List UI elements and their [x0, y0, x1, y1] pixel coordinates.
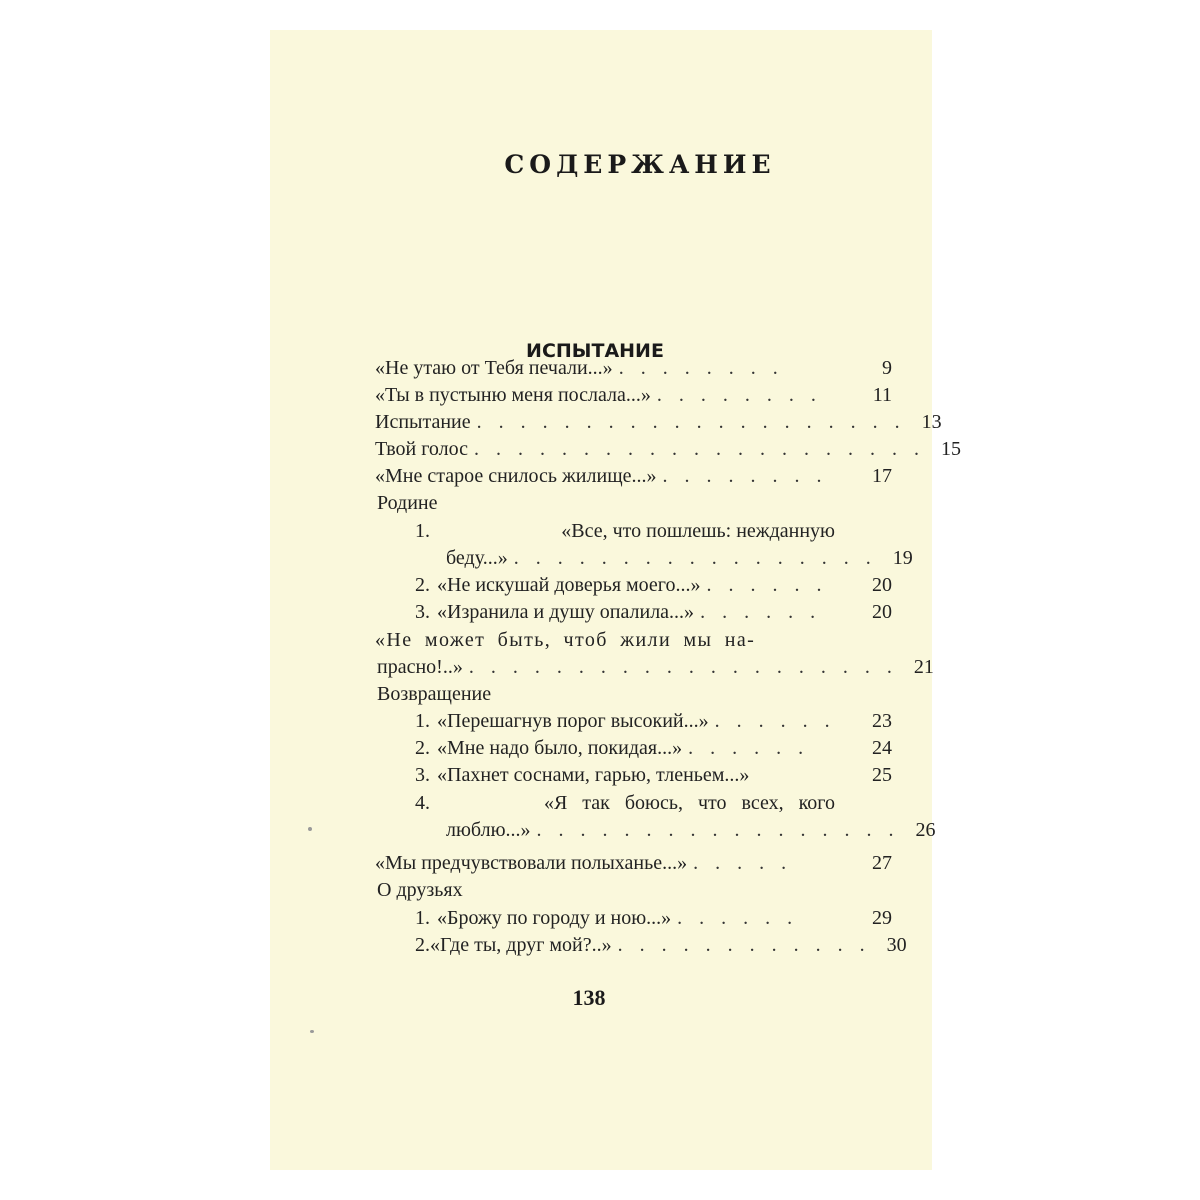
toc-entry-title: Возвращение	[377, 683, 492, 705]
leader-dots: . . . . . .	[688, 737, 810, 759]
toc-group-heading	[377, 683, 892, 710]
toc-entry-page: 25	[872, 764, 892, 786]
leader-dots: . . . . . . . . . . . . . . . . . . . .	[476, 411, 906, 433]
leader-dots: . . . . . .	[714, 710, 836, 732]
toc-entry-title: «Брожу по городу и ною...»	[437, 907, 672, 929]
toc-entry	[375, 852, 892, 879]
toc-entry-number: 2.	[415, 934, 430, 956]
scan-speck	[310, 1030, 314, 1033]
leader-dots: . . . . . . . . . . . . . . . . . . . . .	[474, 438, 926, 460]
toc-entry-page: 11	[872, 384, 892, 406]
toc-entry-page: 24	[872, 737, 892, 759]
toc-entry	[375, 438, 962, 465]
toc-entry-page: 27	[872, 852, 892, 874]
leader-dots: . . . . . . . .	[662, 465, 828, 487]
leader-dots: . . . . . . . . . . . . . . . . .	[513, 547, 877, 569]
toc-group-heading	[377, 492, 892, 519]
toc-entry-title: «Изранила и душу опалила...»	[437, 601, 695, 623]
toc-entry	[415, 764, 892, 791]
toc-entry-page: 26	[915, 819, 936, 841]
toc-entry-title: «Ты в пустыню меня послала...»	[375, 384, 651, 406]
section-title: ИСПЫТАНИЕ	[526, 340, 664, 362]
toc-entry	[377, 656, 934, 683]
toc-entry-title: «Все, что пошлешь: нежданную	[561, 520, 835, 542]
toc-entry-page: 13	[921, 411, 942, 433]
book-page	[270, 30, 962, 1170]
toc-entry-page: 17	[872, 465, 892, 487]
toc-entry-page: 29	[872, 907, 892, 929]
leader-dots: . . . . . . . .	[618, 357, 784, 379]
page-number: 138	[572, 985, 606, 1010]
toc-entry-number: 4.	[415, 792, 430, 814]
toc-entry-title: О друзьях	[377, 879, 463, 901]
toc-entry-title: «Не утаю от Тебя печали...»	[375, 357, 613, 379]
toc-entry-number: 2.	[415, 574, 430, 596]
toc-entry-title: «Мы предчувствовали полыханье...»	[375, 852, 688, 874]
toc-entry	[375, 465, 892, 492]
toc-entry-title: «Мне старое снилось жилище...»	[375, 465, 657, 487]
toc-entry-title: прасно!..»	[377, 656, 463, 678]
toc-entry	[415, 520, 835, 547]
toc-entry-number: 1.	[415, 907, 430, 929]
toc-entry	[415, 737, 892, 764]
toc-entry-title: Родине	[377, 492, 438, 514]
toc-entry-page: 30	[886, 934, 907, 956]
toc-entry-title: Испытание	[375, 411, 471, 433]
toc-entry-title: «Где ты, друг мой?..»	[430, 934, 612, 956]
toc-entry-number: 1.	[415, 520, 430, 542]
toc-entry	[415, 907, 892, 934]
toc-entry	[375, 411, 942, 438]
contents-heading: СОДЕРЖАНИЕ	[504, 150, 776, 179]
toc-entry-title: «Пахнет соснами, гарью, тленьем...»	[437, 764, 750, 786]
leader-dots: . . . . . . . .	[656, 384, 822, 406]
toc-entry-title: «Я так боюсь, что всех, кого	[543, 792, 835, 814]
toc-entry-page: 23	[872, 710, 892, 732]
toc-entry-number: 2.	[415, 737, 430, 759]
toc-entry	[415, 710, 892, 737]
toc-entry-title: Твой голос	[375, 438, 469, 460]
leader-dots: . . . . . .	[706, 574, 828, 596]
toc-entry-title: «Перешагнув порог высокий...»	[437, 710, 709, 732]
toc-entry	[375, 357, 892, 384]
leader-dots: . . . . . . . . . . . .	[617, 934, 871, 956]
toc-entry-number: 1.	[415, 710, 430, 732]
toc-entry	[375, 384, 892, 411]
leader-dots: . . . . . .	[677, 907, 799, 929]
toc-entry	[446, 547, 913, 574]
toc-entry	[415, 574, 892, 601]
toc-entry-number: 3.	[415, 601, 430, 623]
toc-entry	[446, 819, 936, 846]
leader-dots: . . . . . .	[700, 601, 822, 623]
toc-entry-title: люблю...»	[446, 819, 531, 841]
toc-entry	[415, 934, 907, 961]
toc-entry-page: 21	[913, 656, 934, 678]
scan-speck	[308, 827, 312, 831]
leader-dots: . . . . .	[693, 852, 793, 874]
toc-entry-page: 15	[941, 438, 962, 460]
toc-entry-title: «Мне надо было, покидая...»	[437, 737, 683, 759]
toc-entry-page: 20	[872, 601, 892, 623]
toc-entry	[375, 629, 839, 656]
toc-group-heading	[377, 879, 892, 906]
toc-entry-title: «Не искушай доверья моего...»	[437, 574, 701, 596]
leader-dots: . . . . . . . . . . . . . . . . . . . .	[468, 656, 898, 678]
leader-dots: . . . . . . . . . . . . . . . . .	[536, 819, 900, 841]
toc-entry	[415, 601, 892, 628]
toc-entry	[415, 792, 835, 819]
toc-entry-title: «Не может быть, чтоб жили мы на-	[375, 629, 756, 651]
toc-entry-title: беду...»	[446, 547, 508, 569]
toc-entry-page: 20	[872, 574, 892, 596]
toc-entry-page: 9	[882, 357, 892, 379]
toc-entry-page: 19	[892, 547, 913, 569]
toc-entry-number: 3.	[415, 764, 430, 786]
